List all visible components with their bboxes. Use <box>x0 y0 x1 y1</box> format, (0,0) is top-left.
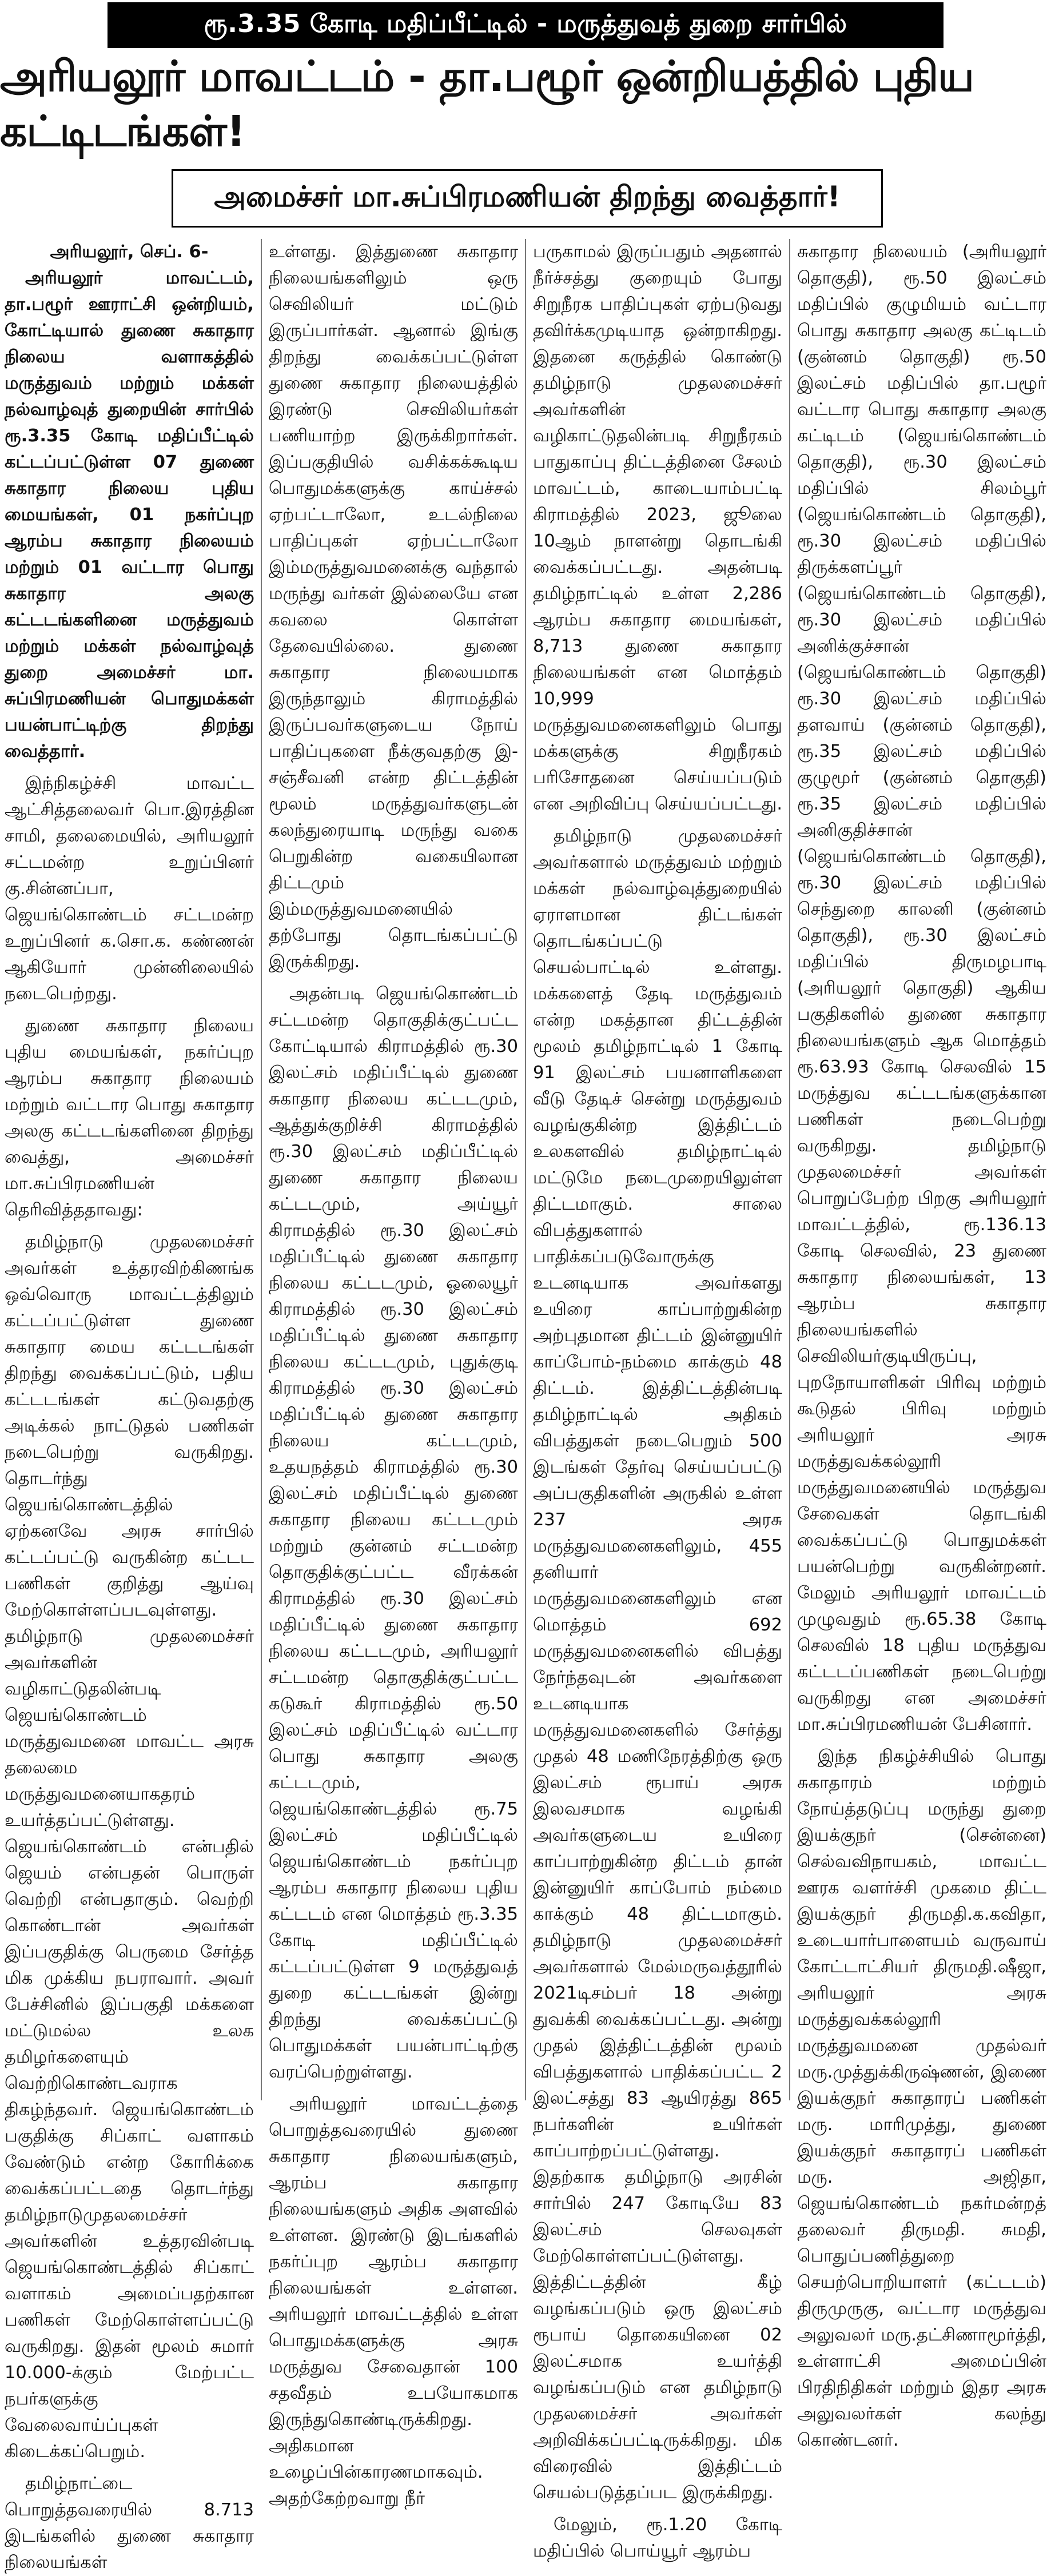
column-2 <box>269 239 518 2509</box>
paragraph: தமிழ்நாட்டை பொறுத்தவரையில் 8.713 இடங்களில் துணை சுகாதார நிலையங்கள் <box>5 2474 254 2573</box>
headline: அரியலூர் மாவட்டம் - தா.பழூர் ஒன்றியத்தில் புதிய கட்டிடங்கள்! <box>0 52 974 156</box>
paragraph: பருகாமல் இருப்பதும் அதனால் நீர்ச்சத்து குறையும் போது சிறுநீரக பாதிப்புகள் ஏற்படுவது தவிர்க்கமுடியாத ஒன்றாகிறது. இதனை கருத்தில் கொண்டு தமிழ்நாடு முதலமைச்சர் அவர்களின் வழிகாட்டுதலின்படி சிறுநீரகம் பாதுகாப்பு திட்டத்தினை சேலம் மாவட்டம், காடையாம்பட்டி கிராமத்தில் 2023, ஜூலை 10ஆம் நாளன்று தொடங்கி வைக்கப்பட்டது. அதன்படி தமிழ்நாட்டில் உள்ள 2,286 ஆரம்ப சுகாதார மையங்கள், 8,713 துணை சுகாதார நிலையங்கள் என மொத்தம் 10,999 மருத்துவமனைகளிலும் பொது மக்களுக்கு சிறுநீரகம் பரிசோதனை செய்யப்படும் என அறிவிப்பு செய்யப்பட்டது. <box>533 242 783 814</box>
article-body <box>5 239 1046 2573</box>
column-3 <box>533 239 783 2561</box>
lead-paragraph: அரியலூர் மாவட்டம், தா.பழூர் ஊராட்சி ஒன்றியம், கோட்டியால் துணை சுகாதார நிலைய வளாகத்தில் மருத்துவம் மற்றும் மக்கள் நல்வாழ்வுத் துறையின் சார்பில் ரூ.3.35 கோடி மதிப்பீட்டில் கட்டப்பட்டுள்ள 07 துணை சுகாதார நிலைய புதிய மையங்கள், 01 நகர்ப்புற ஆரம்ப சுகாதார நிலையம் மற்றும் 01 வட்டார பொது சுகாதார அலகு கட்டடங்களினை மருத்துவம் மற்றும் மக்கள் நல்வாழ்வுத் துறை அமைச்சர் மா. சுப்பிரமணியன் பொதுமக்கள் பயன்பாட்டிற்கு திறந்து வைத்தார். <box>5 268 254 761</box>
paragraph: அரியலூர் மாவட்டத்தை பொறுத்தவரையில் துணை சுகாதார நிலையங்களும், ஆரம்ப சுகாதார நிலையங்களும் அதிக அளவில் உள்ளன. இரண்டு இடங்களில் நகர்ப்புற ஆரம்ப சுகாதார நிலையங்கள் உள்ளன. அரியலூர் மாவட்டத்தில் உள்ள பொதுமக்களுக்கு அரசு மருத்துவ சேவைதான் 100 சதவீதம் உபயோகமாக இருந்துகொண்டிருக்கிறது. அதிகமான உழைப்பின்காரணமாகவும். அதற்கேற்றவாறு நீர் <box>269 2094 518 2509</box>
paragraph: தமிழ்நாடு முதலமைச்சர் அவர்களால் மருத்துவம் மற்றும் மக்கள் நல்வாழ்வுத்துறையில் ஏராளமான திட்டங்கள் தொடங்கப்பட்டு செயல்பாட்டில் உள்ளது. மக்களைத் தேடி மருத்துவம் என்ற மகத்தான திட்டத்தின் மூலம் தமிழ்நாட்டில் 1 கோடி 91 இலட்சம் பயனாளிகளை வீடு தேடிச் சென்று மருத்துவம் வழங்குகின்ற இத்திட்டம் உலகளவில் தமிழ்நாட்டில் மட்டுமே நடைமுறையிலுள்ள திட்டமாகும். சாலை விபத்துகளால் பாதிக்கப்படுவோருக்கு உடனடியாக அவர்களது உயிரை காப்பாற்றுகின்ற அற்புதமான திட்டம் இன்னுயிர் காப்போம்-நம்மை காக்கும் 48 திட்டம். இத்திட்டத்தின்படி தமிழ்நாட்டில் அதிகம் விபத்துகள் நடைபெறும் 500 இடங்கள் தேர்வு செய்யப்பட்டு அப்பகுதிகளின் அருகில் உள்ள 237 அரசு மருத்துவமனைகளிலும், 455 தனியார் மருத்துவமனைகளிலும் என மொத்தம் 692 மருத்துவமனைகளில் விபத்து நேர்ந்தவுடன் அவர்களை உடனடியாக மருத்துவமனைகளில் சேர்த்து முதல் 48 மணிநேரத்திற்கு ஒரு இலட்சம் ரூபாய் அரசு இலவசமாக வழங்கி அவர்களுடைய உயிரை காப்பாற்றுகின்ற திட்டம் தான் இன்னுயிர் காப்போம் நம்மை காக்கும் 48 திட்டமாகும். தமிழ்நாடு முதலமைச்சர் அவர்களால் மேல்மருவத்தூரில் 2021டிசம்பர் 18 அன்று துவக்கி வைக்கப்பட்டது. அன்று முதல் இத்திட்டத்தின் மூலம் விபத்துகளால் பாதிக்கப்பட்ட 2 இலட்சத்து 83 ஆயிரத்து 865 நபர்களின் உயிர்கள் காப்பாற்றப்பட்டுள்ளது. இதற்காக தமிழ்நாடு அரசின் சார்பில் 247 கோடியே 83 இலட்சம் செலவுகள் மேற்கொள்ளப்பட்டுள்ளது. இத்திட்டத்தின் கீழ் வழங்கப்படும் ஒரு இலட்சம் ரூபாய் தொகையினை 02 இலட்சமாக உயர்த்தி வழங்கப்படும் என தமிழ்நாடு முதலமைச்சர் அவர்கள் அறிவிக்கப்பட்டிருக்கிறது. மிக விரைவில் இத்திட்டம் செயல்படுத்தப்பட இருக்கிறது. <box>533 826 782 2503</box>
paragraph: சுகாதார நிலையம் (அரியலூர் தொகுதி), ரூ.50 இலட்சம் மதிப்பில் குழுமியம் வட்டார பொது சுகாதார அலகு கட்டிடம் (குன்னம் தொகுதி) ரூ.50 இலட்சம் மதிப்பில் தா.பழூர் வட்டார பொது சுகாதார அலகு கட்டிடம் (ஜெயங்கொண்டம் தொகுதி), ரூ.30 இலட்சம் மதிப்பில் சிலம்பூர் (ஜெயங்கொண்டம் தொகுதி), ரூ.30 இலட்சம் மதிப்பில் திருக்களப்பூர் (ஜெயங்கொண்டம் தொகுதி), ரூ.30 இலட்சம் மதிப்பில் அனிக்குச்சான் (ஜெயங்கொண்டம் தொகுதி) ரூ.30 இலட்சம் மதிப்பில் தளவாய் (குன்னம் தொகுதி), ரூ.35 இலட்சம் மதிப்பில் குழுமூர் (குன்னம் தொகுதி) ரூ.35 இலட்சம் மதிப்பில் அனிகுதிச்சான் (ஜெயங்கொண்டம் தொகுதி), ரூ.30 இலட்சம் மதிப்பில் செந்துறை காலனி (குன்னம் தொகுதி), ரூ.30 இலட்சம் மதிப்பில் திருமழபாடி (அரியலூர் தொகுதி) ஆகிய பகுதிகளில் துணை சுகாதார நிலையங்களும் ஆக மொத்தம் ரூ.63.93 கோடி செலவில் 15 மருத்துவ கட்டடங்களுக்கான பணிகள் நடைபெற்று வருகிறது. தமிழ்நாடு முதலமைச்சர் அவர்கள் பொறுப்பேற்ற பிறகு அரியலூர் மாவட்டத்தில், ரூ.136.13 கோடி செலவில், 23 துணை சுகாதார நிலையங்கள், 13 ஆரம்ப சுகாதார நிலையங்களில் செவிலியர்குடியிருப்பு, புறநோயாளிகள் பிரிவு மற்றும் கூடுதல் பிரிவு மற்றும் அரியலூர் அரசு மருத்துவக்கல்லூரி மருத்துவமனையில் மருத்துவ சேவைகள் தொடங்கி வைக்கப்பட்டு பொதுமக்கள் பயன்பெற்று வருகின்றனர். மேலும் அரியலூர் மாவட்டம் முழுவதும் ரூ.65.38 கோடி செலவில் 18 புதிய மருத்துவ கட்டடப்பணிகள் நடைபெற்று வருகிறது என அமைச்சர் மா.சுப்பிரமணியன் பேசினார். <box>797 242 1046 1734</box>
subheadline: அமைச்சர் மா.சுப்பிரமணியன் திறந்து வைத்தார்! <box>172 169 883 228</box>
paragraph: உள்ளது. இத்துணை சுகாதார நிலையங்களிலும் ஒரு செவிலியர் மட்டும் இருப்பார்கள். ஆனால் இங்கு திறந்து வைக்கப்பட்டுள்ள துணை சுகாதார நிலையத்தில் இரண்டு செவிலியர்கள் பணியாற்ற இருக்கிறார்கள். இப்பகுதியில் வசிக்கக்கூடிய பொதுமக்களுக்கு காய்ச்சல் ஏற்பட்டாலோ, உடல்நிலை பாதிப்புகள் ஏற்பட்டாலோ இம்மருத்துவமனைக்கு வந்தால் மருந்து வர்கள் இல்லையே என கவலை கொள்ள தேவையில்லை. துணை சுகாதார நிலையமாக இருந்தாலும் கிராமத்தில் இருப்பவர்களுடைய நோய் பாதிப்புகளை நீக்குவதற்கு இ-சஞ்சீவனி என்ற திட்டத்தின் மூலம் மருத்துவர்களுடன் கலந்துரையாடி மருந்து வகை பெறுகின்ற வகையிலான திட்டமும் இம்மருத்துவமனையில் தற்போது தொடங்கப்பட்டு இருக்கிறது. <box>269 242 518 972</box>
paragraph: இந்நிகழ்ச்சி மாவட்ட ஆட்சித்தலைவர் பொ.இரத்தின சாமி, தலைமையில், அரியலூர் சட்டமன்ற உறுப்பினர் கு.சின்னப்பா, ஜெயங்கொண்டம் சட்டமன்ற உறுப்பினர் க.சொ.க. கண்ணன் ஆகியோர் முன்னிலையில் நடைபெற்றது. <box>5 773 254 1004</box>
column-1 <box>5 239 254 2573</box>
column-4 <box>797 239 1046 2450</box>
paragraph: அதன்படி ஜெயங்கொண்டம் சட்டமன்ற தொகுதிக்குட்பட்ட கோட்டியால் கிராமத்தில் ரூ.30 இலட்சம் மதிப்பீட்டில் துணை சுகாதார நிலைய கட்டடமும், ஆத்துக்குறிச்சி கிராமத்தில் ரூ.30 இலட்சம் மதிப்பீட்டில் துணை சுகாதார நிலைய கட்டடமும், அய்யூர் கிராமத்தில் ரூ.30 இலட்சம் மதிப்பீட்டில் துணை சுகாதார நிலைய கட்டடமும், ஓலையூர் கிராமத்தில் ரூ.30 இலட்சம் மதிப்பீட்டில் துணை சுகாதார நிலைய கட்டடமும், புதுக்குடி கிராமத்தில் ரூ.30 இலட்சம் மதிப்பீட்டில் துணை சுகாதார நிலைய கட்டடமும், உதயநத்தம் கிராமத்தில் ரூ.30 இலட்சம் மதிப்பீட்டில் துணை சுகாதார நிலைய கட்டடமும் மற்றும் குன்னம் சட்டமன்ற தொகுதிக்குட்பட்ட வீரக்கன் கிராமத்தில் ரூ.30 இலட்சம் மதிப்பீட்டில் துணை சுகாதார நிலைய கட்டடமும், அரியலூர் சட்டமன்ற தொகுதிக்குட்பட்ட கடுகூர் கிராமத்தில் ரூ.50 இலட்சம் மதிப்பீட்டில் வட்டார பொது சுகாதார அலகு கட்டடமும், ஜெயங்கொண்டத்தில் ரூ.75 இலட்சம் மதிப்பீட்டில் ஜெயங்கொண்டம் நகர்ப்புற ஆரம்ப சுகாதார நிலைய புதிய கட்டடம் என மொத்தம் ரூ.3.35 கோடி மதிப்பீட்டில் கட்டப்பட்டுள்ள 9 மருத்துவத் துறை கட்டடங்கள் இன்று திறந்து வைக்கப்பட்டு பொதுமக்கள் பயன்பாட்டிற்கு வரப்பெற்றுள்ளது. <box>269 984 518 2082</box>
paragraph: மேலும், ரூ.1.20 கோடி மதிப்பில் பொய்யூர் ஆரம்ப <box>533 2515 782 2561</box>
paragraph: இந்த நிகழ்ச்சியில் பொது சுகாதாரம் மற்றும் நோய்த்தடுப்பு மருந்து துறை இயக்குநர் (சென்னை) செல்வவிநாயகம், மாவட்ட ஊரக வளர்ச்சி முகமை திட்ட இயக்குநர் திருமதி.க.கவிதா, உடையார்பாளையம் வருவாய் கோட்டாட்சியர் திருமதி.ஷீஜா, அரியலூர் அரசு மருத்துவக்கல்லூரி மருத்துவமனை முதல்வர் மரு.முத்துக்கிருஷ்ணன், இணை இயக்குநர் சுகாதாரப் பணிகள் மரு. மாரிமுத்து, துணை இயக்குநர் சுகாதாரப் பணிகள் மரு. அஜிதா, ஜெயங்கொண்டம் நகர்மன்றத் தலைவர் திருமதி. சுமதி, பொதுப்பணித்துறை செயற்பொறியாளர் (கட்டடம்) திருமுருகு, வட்டார மருத்துவ அலுவலர் மரு.தட்சிணாமூர்த்தி, உள்ளாட்சி அமைப்பின் பிரதிநிதிகள் மற்றும் இதர அரசு அலுவலர்கள் கலந்து கொண்டனர். <box>797 1746 1046 2450</box>
paragraph: தமிழ்நாடு முதலமைச்சர் அவர்கள் உத்தரவிற்கிணங்க ஒவ்வொரு மாவட்டத்திலும் கட்டப்பட்டுள்ள துணை சுகாதார மைய கட்டடங்கள் திறந்து வைக்கப்பட்டும், பதிய கட்டடங்கள் கட்டுவதற்கு அடிக்கல் நாட்டுதல் பணிகள் நடைபெற்று வருகிறது. தொடர்ந்து ஜெயங்கொண்டத்தில் ஏற்கனவே அரசு சார்பில் கட்டப்பட்டு வருகின்ற கட்டட பணிகள் குறித்து ஆய்வு மேற்கொள்ளப்படவுள்ளது. தமிழ்நாடு முதலமைச்சர் அவர்களின் வழிகாட்டுதலின்படி ஜெயங்கொண்டம் மருத்துவமனை மாவட்ட அரசு தலைமை மருத்துவமனையாகதரம் உயர்த்தப்பட்டுள்ளது. ஜெயங்கொண்டம் என்பதில் ஜெயம் என்பதன் பொருள் வெற்றி என்பதாகும். வெற்றி கொண்டான் அவர்கள் இப்பகுதிக்கு பெருமை சேர்த்த மிக முக்கிய நபராவார். அவர் பேச்சினில் இப்பகுதி மக்களை மட்டுமல்ல உலக தமிழர்களையும் வெற்றிகொண்டவராக திகழ்ந்தவர். ஜெயங்கொண்டம் பகுதிக்கு சிப்காட் வளாகம் வேண்டும் என்ற கோரிக்கை வைக்கப்பட்டதை தொடர்ந்து தமிழ்நாடுமுதலமைச்சர் அவர்களின் உத்தரவின்படி ஜெயங்கொண்டத்தில் சிப்காட் வளாகம் அமைப்பதற்கான பணிகள் மேற்கொள்ளப்பட்டு வருகிறது. இதன் மூலம் சுமார் 10.000-க்கும் மேற்பட்ட நபர்களுக்கு வேலைவாய்ப்புகள் கிடைக்கப்பெறும். <box>5 1232 254 2462</box>
paragraph: துணை சுகாதார நிலைய புதிய மையங்கள், நகர்ப்புற ஆரம்ப சுகாதார நிலையம் மற்றும் வட்டார பொது சுகாதார அலகு கட்டடங்களினை திறந்து வைத்து, அமைச்சர் மா.சுப்பிரமணியன் தெரிவித்ததாவது: <box>5 1016 254 1220</box>
dateline: அரியலூர், செப். 6- <box>50 242 209 262</box>
kicker-banner: ரூ.3.35 கோடி மதிப்பீட்டில் - மருத்துவத் துறை சார்பில் <box>108 2 943 48</box>
